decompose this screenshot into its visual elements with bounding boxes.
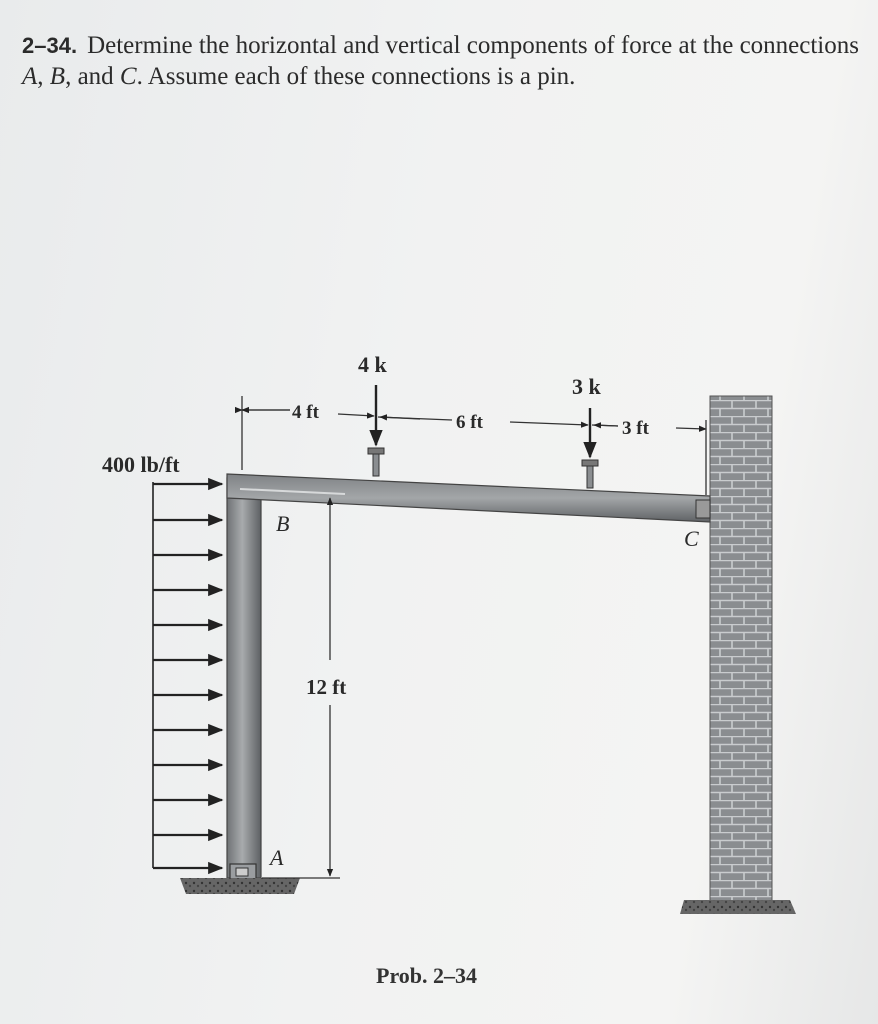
pin-connection-c: [696, 500, 710, 518]
load-4k-label: 4 k: [358, 352, 387, 377]
distributed-load-label: 400 lb/ft: [102, 452, 180, 477]
load-3k-label: 3 k: [572, 374, 601, 399]
problem-number: 2–34.: [22, 33, 78, 58]
figure-caption: Prob. 2–34: [376, 963, 478, 988]
problem-text-1: Determine the horizontal and vertical components of force at the connections: [87, 32, 859, 59]
point-a-ref: A: [22, 63, 38, 90]
problem-sep-2: , and: [65, 63, 120, 90]
dim-12ft-label: 12 ft: [306, 675, 347, 699]
problem-sep-1: ,: [37, 63, 50, 90]
left-column: [180, 478, 300, 894]
brick-wall: [680, 396, 796, 914]
problem-text-2: . Assume each of these connections is a pin.: [136, 63, 576, 90]
ground-hatch-a: [180, 878, 300, 894]
dim-6ft-label: 6 ft: [456, 412, 483, 433]
point-c-ref: C: [119, 63, 137, 90]
point-load-3k: [582, 408, 598, 488]
dim-4ft-label: 4 ft: [292, 402, 319, 423]
point-load-4k: [368, 385, 384, 476]
wall-ground-hatch: [680, 900, 796, 914]
label-c: C: [684, 526, 699, 551]
horizontal-beam: [227, 474, 710, 522]
distributed-load: [153, 482, 222, 868]
point-b-ref: B: [49, 63, 66, 90]
label-a: A: [270, 845, 284, 870]
label-b: B: [276, 511, 290, 536]
dim-3ft-label: 3 ft: [622, 418, 649, 439]
